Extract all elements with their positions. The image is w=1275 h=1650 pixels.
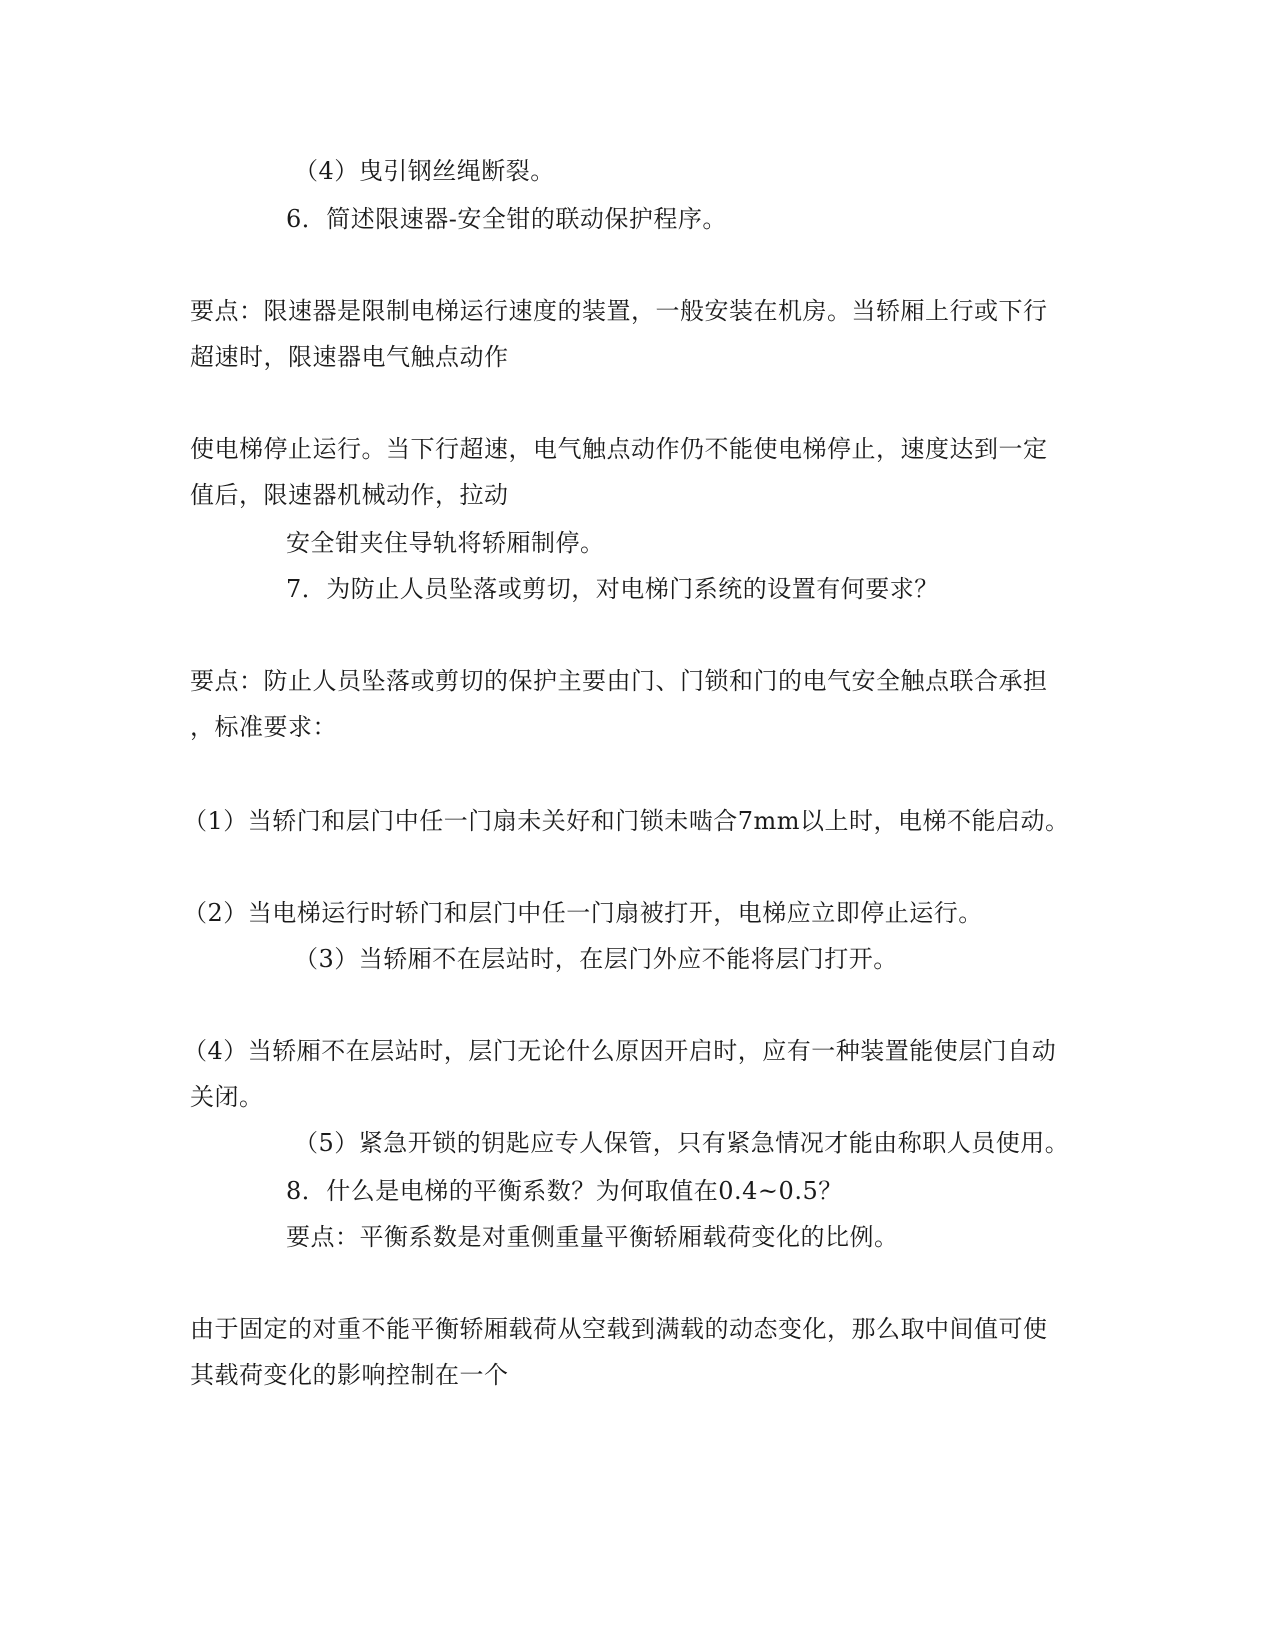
answer-8-line-3: 其载荷变化的影响控制在一个 — [190, 1361, 509, 1389]
answer-8-line-2: 由于固定的对重不能平衡轿厢载荷从空载到满载的动态变化，那么取中间值可使 — [190, 1315, 1048, 1343]
requirement-2: （2）当电梯运行时轿门和层门中任一门扇被打开，电梯应立即停止运行。 — [183, 899, 983, 927]
requirement-3: （3）当轿厢不在层站时，在层门外应不能将层门打开。 — [294, 945, 898, 973]
answer-7-line-1: 要点：防止人员坠落或剪切的保护主要由门、门锁和门的电气安全触点联合承担 — [190, 667, 1048, 695]
answer-6-line-5: 安全钳夹住导轨将轿厢制停。 — [286, 529, 605, 557]
question-8-heading: 8．什么是电梯的平衡系数？为何取值在0.4~0.5？ — [286, 1177, 843, 1205]
answer-7-line-2: ，标准要求： — [190, 713, 337, 741]
requirement-4-line-1: （4）当轿厢不在层站时，层门无论什么原因开启时，应有一种装置能使层门自动 — [183, 1037, 1057, 1065]
requirement-1: （1）当轿门和层门中任一门扇未关好和门锁未啮合7mm以上时，电梯不能启动。 — [183, 807, 1070, 835]
answer-8-line-1: 要点：平衡系数是对重侧重量平衡轿厢载荷变化的比例。 — [286, 1223, 899, 1251]
answer-6-line-3: 使电梯停止运行。当下行超速，电气触点动作仍不能使电梯停止，速度达到一定 — [190, 435, 1048, 463]
question-6-heading: 6．简述限速器-安全钳的联动保护程序。 — [286, 205, 727, 233]
list-item-4-rope-break: （4）曳引钢丝绳断裂。 — [294, 157, 555, 185]
question-7-heading: 7．为防止人员坠落或剪切，对电梯门系统的设置有何要求？ — [286, 575, 939, 603]
requirement-4-line-2: 关闭。 — [190, 1083, 264, 1111]
answer-6-line-2: 超速时，限速器电气触点动作 — [190, 343, 509, 371]
answer-6-line-1: 要点：限速器是限制电梯运行速度的装置，一般安装在机房。当轿厢上行或下行 — [190, 297, 1048, 325]
requirement-5: （5）紧急开锁的钥匙应专人保管，只有紧急情况才能由称职人员使用。 — [294, 1129, 1070, 1157]
answer-6-line-4: 值后，限速器机械动作，拉动 — [190, 481, 509, 509]
